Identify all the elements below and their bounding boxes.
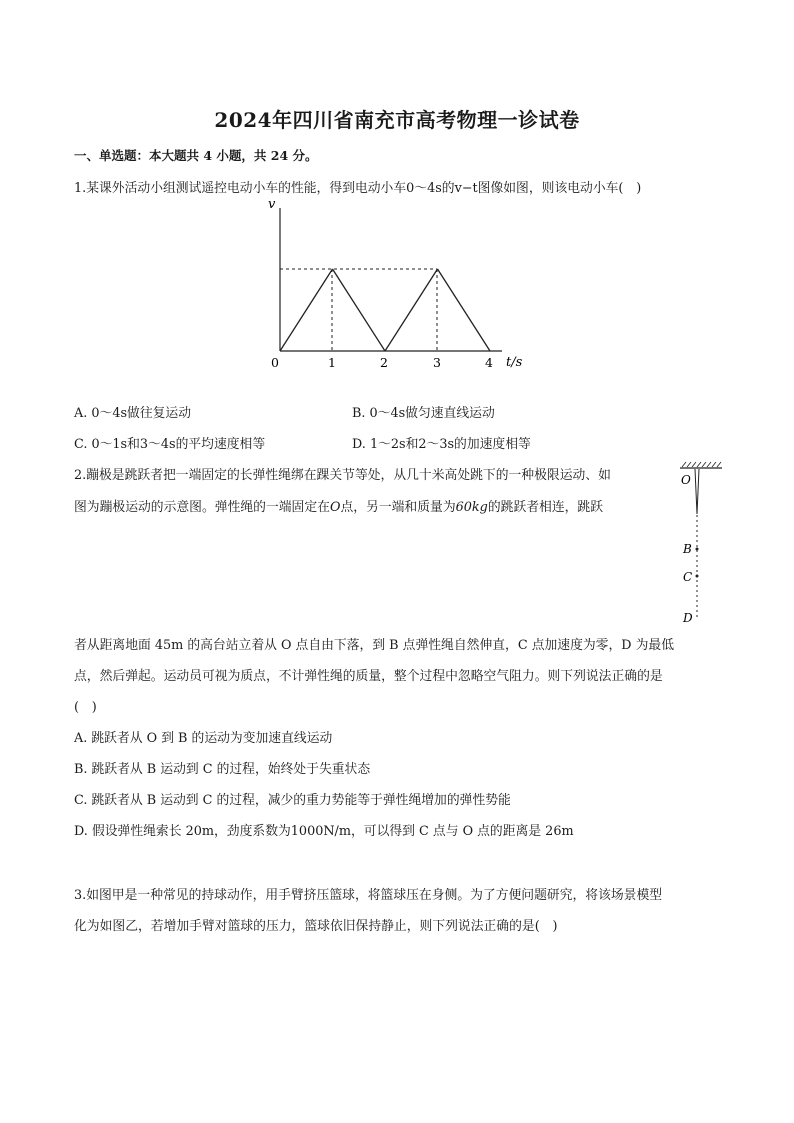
- q2-line-2: [74, 496, 603, 515]
- page-title: 2024年四川省南充市高考物理一诊试卷: [214, 108, 580, 132]
- q1-option-c: C. 0～1s和3～4s的平均速度相等: [74, 437, 266, 452]
- point-c-marker: [696, 575, 699, 578]
- x-axis-label: t/s: [506, 355, 523, 370]
- series-segment: [333, 269, 386, 351]
- q1-stem: 1.某课外活动小组测试遥控电动小车的性能，得到电动小车0～4s的v−t图像如图，则该电动小车( ): [74, 181, 642, 196]
- q3-line-2: 化为如图乙，若增加手臂对篮球的压力，篮球依旧保持静止，则下列说法正确的是( ): [74, 919, 558, 934]
- q2-mass: 60kg: [455, 500, 488, 515]
- q2-line-1: 2.蹦极是跳跃者把一端固定的长弹性绳绑在踝关节等处，从几十米高处跳下的一种极限运动、如: [74, 468, 611, 483]
- q1-option-d: D. 1～2s和2～3s的加速度相等: [352, 437, 531, 452]
- tick-2: 2: [380, 355, 388, 370]
- series-segment: [438, 269, 491, 351]
- q1-option-b: B. 0～4s做匀速直线运动: [352, 406, 495, 421]
- series-segment: [280, 269, 333, 351]
- section-heading: 一、单选题：本大题共 4 小题，共 24 分。: [74, 148, 318, 163]
- q2-option-b: B. 跳跃者从 B 运动到 C 的过程，始终处于失重状态: [74, 762, 371, 777]
- q1-option-a: A. 0～4s做往复运动: [74, 406, 192, 421]
- q2-option-c: C. 跳跃者从 B 运动到 C 的过程，减少的重力势能等于弹性绳增加的弹性势能: [74, 793, 511, 808]
- q2-point-o: O: [329, 500, 341, 515]
- q2-line-2e: 的跳跃者相连，跳跃: [487, 500, 604, 515]
- q2-line-2c: 点，另一端和质量为: [340, 500, 456, 515]
- q2-line-2a: 图为蹦极运动的示意图。弹性绳的一端固定在: [74, 500, 330, 515]
- q1-vt-graph: [262, 196, 532, 376]
- q2-line-4: 点，然后弹起。运动员可视为质点，不计弹性绳的质量，整个过程中忽略空气阻力。则下列说法正确的是: [74, 669, 663, 684]
- point-b-marker: [696, 548, 699, 551]
- q2-option-d: D. 假设弹性绳索长 20m，劲度系数为1000N/m，可以得到 C 点与 O 点的距离是 26m: [74, 824, 574, 839]
- q3-line-1: 3.如图甲是一种常见的持球动作，用手臂挤压篮球，将篮球压在身侧。为了方便问题研究，将该场景模型: [74, 888, 663, 903]
- tick-0: 0: [271, 355, 279, 370]
- q2-line-3: 者从距离地面 45m 的高台站立着从 O 点自由下落，到 B 点弹性绳自然伸直，C 点加速度为零，D 为最低: [74, 638, 674, 653]
- q2-option-a: A. 跳跃者从 O 到 B 的运动为变加速直线运动: [74, 731, 333, 746]
- label-d: D: [683, 611, 693, 625]
- y-axis-label: v: [268, 197, 276, 212]
- series-segment: [385, 269, 438, 351]
- tick-3: 3: [433, 355, 441, 370]
- series-line-group: [280, 269, 490, 351]
- q2-line-5: ( ): [74, 700, 97, 715]
- label-o: O: [681, 473, 691, 487]
- label-c: C: [683, 570, 693, 584]
- tick-4: 4: [485, 355, 493, 370]
- label-b: B: [683, 542, 692, 556]
- ceiling-hatch: [682, 462, 721, 467]
- tick-1: 1: [328, 355, 336, 370]
- elastic-cord: [695, 469, 699, 514]
- q2-bungee-figure: [676, 460, 726, 630]
